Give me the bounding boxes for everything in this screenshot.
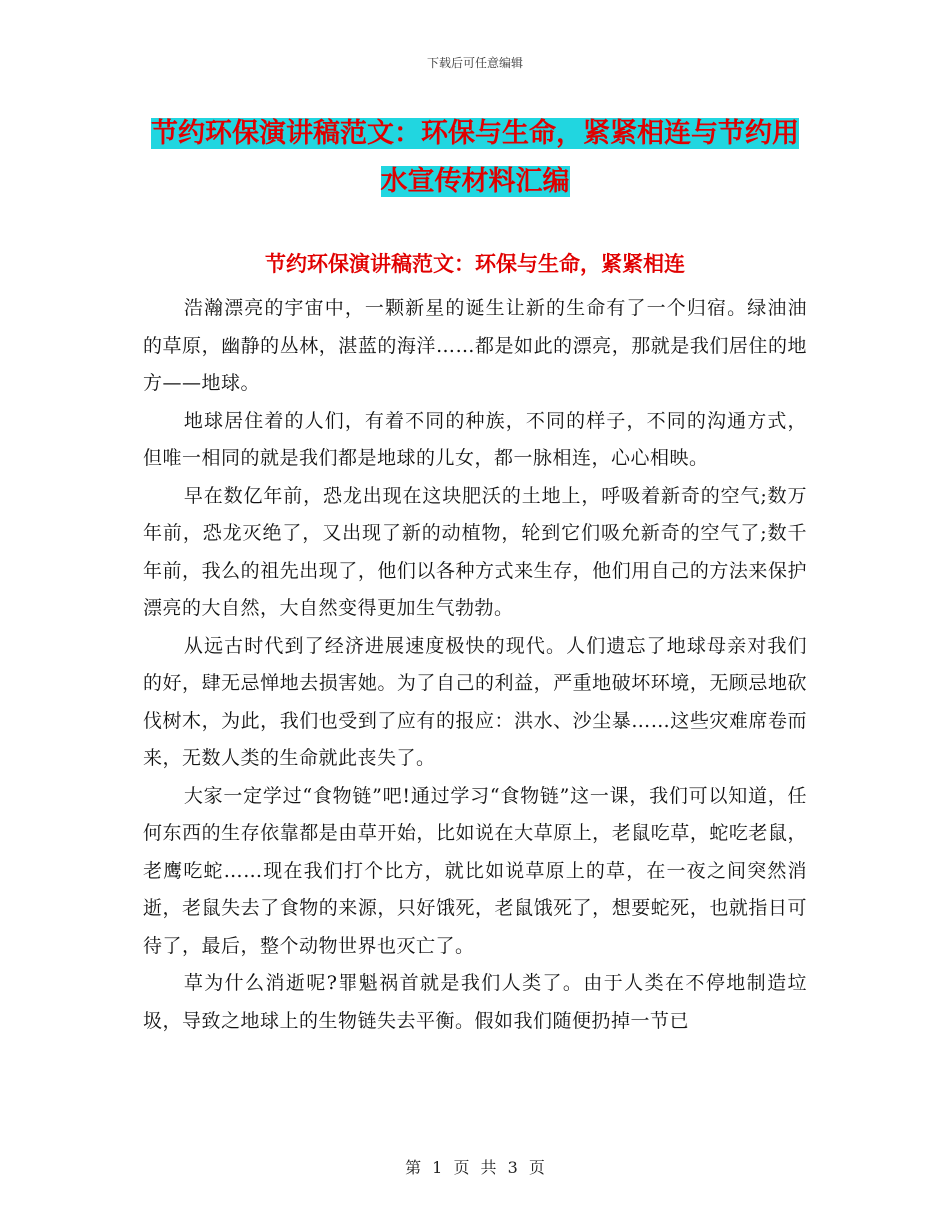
paragraph: 大家一定学过“食物链”吧!通过学习“食物链”这一课，我们可以知道，任何东西的生存依靠都是由草开始，比如说在大草原上，老鼠吃草，蛇吃老鼠，老鹰吃蛇……现在我们打个比方，就比如说草原上的草，在一夜之间突然消逝，老鼠失去了食物的来源，只好饿死，老鼠饿死了，想要蛇死，也就指日可待了，最后，整个动物世界也灭亡了。 <box>143 784 807 957</box>
section-subtitle: 节约环保演讲稿范文：环保与生命，紧紧相连 <box>265 252 685 276</box>
document-body <box>143 290 807 1040</box>
paragraph: 从远古时代到了经济进展速度极快的现代。人们遗忘了地球母亲对我们的好，肆无忌惮地去损害她。为了自己的利益，严重地破坏环境，无顾忌地砍伐树木，为此，我们也受到了应有的报应：洪水、沙尘暴……这些灾难席卷而来，无数人类的生命就此丧失了。 <box>143 634 807 769</box>
download-note: 下载后可任意编辑 <box>426 56 523 70</box>
page-number: 第 1 页 共 3 页 <box>405 1158 545 1177</box>
paragraph: 浩瀚漂亮的宇宙中，一颗新星的诞生让新的生命有了一个归宿。绿油油的草原，幽静的丛林，湛蓝的海洋……都是如此的漂亮，那就是我们居住的地方——地球。 <box>143 297 807 394</box>
paragraph: 草为什么消逝呢?罪魁祸首就是我们人类了。由于人类在不停地制造垃圾，导致之地球上的生物链失去平衡。假如我们随便扔掉一节已 <box>143 972 807 1032</box>
paragraph: 地球居住着的人们，有着不同的种族，不同的样子，不同的沟通方式，但唯一相同的就是我们都是地球的儿女，都一脉相连，心心相映。 <box>143 409 807 469</box>
document-title-text: 节约环保演讲稿范文：环保与生命，紧紧相连与节约用水宣传材料汇编 <box>151 118 799 197</box>
document-title <box>145 110 805 206</box>
paragraph: 早在数亿年前，恐龙出现在这块肥沃的土地上，呼吸着新奇的空气;数万年前，恐龙灭绝了，又出现了新的动植物，轮到它们吸允新奇的空气了;数千年前，我么的祖先出现了，他们以各种方式来生存，他们用自己的方法来保护漂亮的大自然，大自然变得更加生气勃勃。 <box>143 484 807 619</box>
